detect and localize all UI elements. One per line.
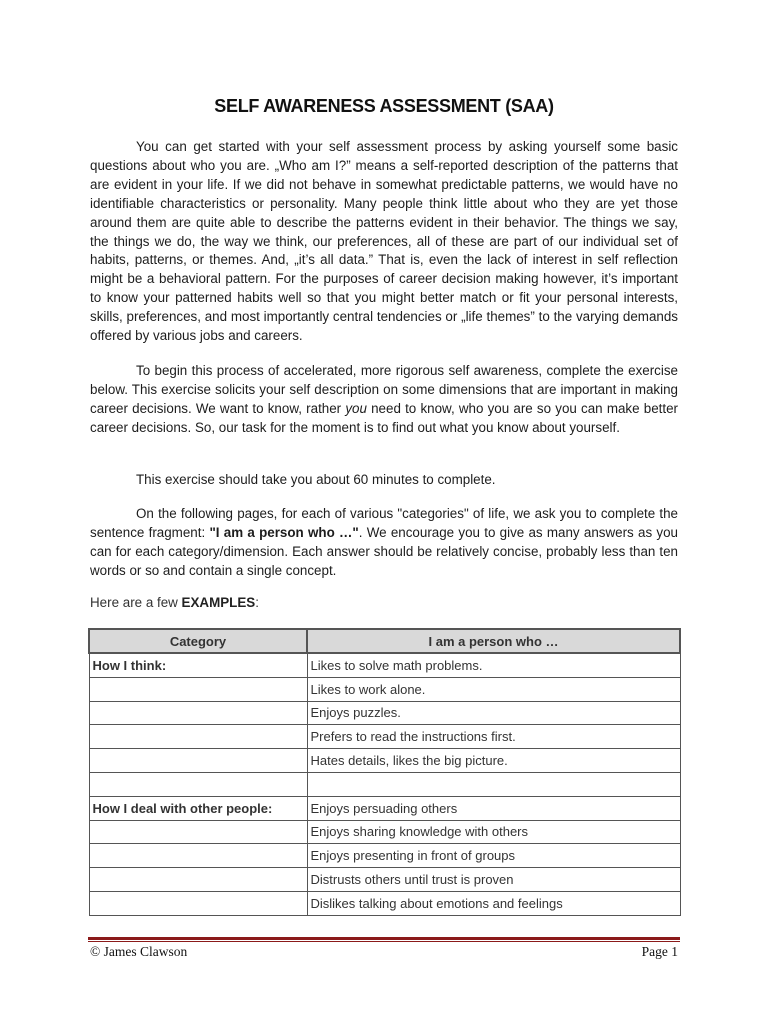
category-cell [89, 772, 307, 796]
table-row [89, 725, 680, 749]
paragraph-text: You can get started with your self assessment process by asking yourself some basic questions about who you are. „Who am I?” means a self-reported description of the patterns that are evident in your life. If we did not behave in somewhat predictable patterns, we would have no identifiable characteristics or personality. Many people think little about who they are yet those around them are quite able to describe the patterns evident in their behavior. The things we say, the things we do, the way we think, our preferences, all of these are part of our individual set of habits, patterns, or themes. And, „it’s all data.” That is, even the lack of interest in self reflection might be a behavioral pattern. For the purposes of career decision making however, it’s important to know your patterned habits well so that you might better match or fit your personal interests, skills, preferences, and most importantly central tendencies or „life themes” to the varying demands offered by various jobs and careers. [90, 139, 678, 344]
category-cell [89, 677, 307, 701]
table-header-row [89, 629, 680, 653]
emphasis-text: you [345, 400, 367, 416]
table-row [89, 677, 680, 701]
table-row [89, 820, 680, 844]
examples-intro: Here are a few EXAMPLES: [90, 595, 259, 610]
category-cell [89, 701, 307, 725]
answer-cell: Hates details, likes the big picture. [307, 749, 680, 773]
answer-cell: Enjoys sharing knowledge with others [307, 820, 680, 844]
footer-page-number: Page 1 [641, 944, 678, 959]
category-cell [89, 844, 307, 868]
footer-author: © James Clawson [90, 944, 188, 959]
footer-rule-thin [88, 941, 680, 942]
answer-cell: Dislikes talking about emotions and feelings [307, 891, 680, 915]
table-row [89, 701, 680, 725]
duration-paragraph [90, 471, 678, 490]
category-cell: How I deal with other people: [89, 796, 307, 820]
category-cell [89, 749, 307, 773]
footer-rule [88, 937, 680, 940]
table-row [89, 749, 680, 773]
category-cell [89, 725, 307, 749]
intro-paragraph [90, 138, 678, 346]
paragraph-text: To begin this process of accelerated, more rigorous self awareness, complete the exercise below. This exercise solicits your self description on some dimensions that are important in making career decisions. We want to know, rather [90, 363, 678, 416]
paragraph-text: This exercise should take you about 60 minutes to complete. [136, 472, 496, 487]
answer-cell [307, 772, 680, 796]
table-row [89, 868, 680, 892]
category-cell: How I think: [89, 653, 307, 677]
sentence-fragment: "I am a person who …" [209, 524, 359, 540]
instructions-paragraph [90, 505, 678, 581]
column-header-person: I am a person who … [307, 629, 680, 653]
category-cell [89, 868, 307, 892]
answer-cell: Enjoys puzzles. [307, 701, 680, 725]
answer-cell: Distrusts others until trust is proven [307, 868, 680, 892]
answer-cell: Likes to solve math problems. [307, 653, 680, 677]
answer-cell: Prefers to read the instructions first. [307, 725, 680, 749]
answer-cell: Enjoys persuading others [307, 796, 680, 820]
answer-cell: Likes to work alone. [307, 677, 680, 701]
paragraph-text: . We encourage you to give as many answers as you can for each category/dimension. Each answer should be relatively concise, probably less than ten words or so and contain a single concept. [90, 524, 678, 578]
table-row [89, 772, 680, 796]
table-row [89, 796, 680, 820]
examples-label: EXAMPLES [181, 595, 256, 610]
category-cell [89, 820, 307, 844]
paragraph-text: On the following pages, for each of various "categories" of life, we ask you to complete the sentence fragment: [90, 506, 678, 540]
table-row [89, 653, 680, 677]
answer-cell: Enjoys presenting in front of groups [307, 844, 680, 868]
column-header-category: Category [89, 629, 307, 653]
table-row [89, 844, 680, 868]
examples-table [88, 628, 681, 916]
table-row [89, 891, 680, 915]
page-title: SELF AWARENESS ASSESSMENT (SAA) [214, 96, 554, 116]
process-paragraph [90, 362, 678, 438]
category-cell [89, 891, 307, 915]
paragraph-text: need to know, who you are so you can make better career decisions. So, our task for the moment is to find out what you know about yourself. [90, 400, 678, 435]
